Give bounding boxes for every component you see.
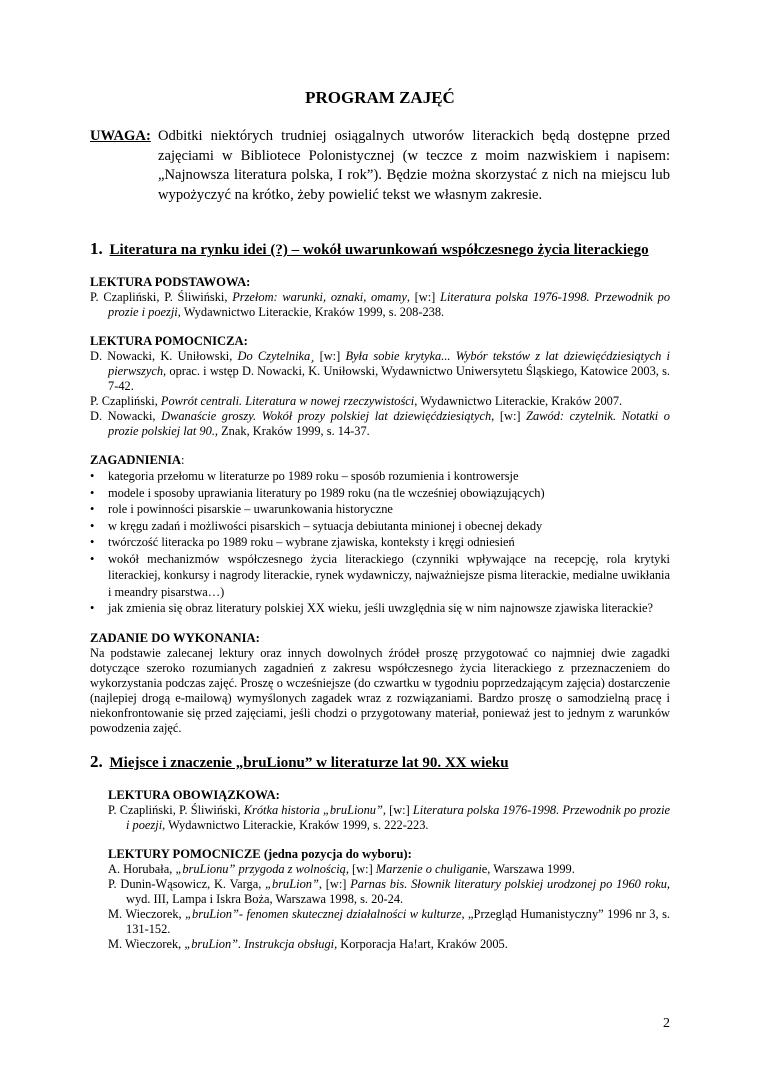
note-text: Odbitki niektórych trudniej osiągalnych utworów literackich będą dostępne przed zajęciami w Bibliotece Polonistycznej (w teczce z moim nazwiskiem i napisem: „Najnowsza literatura polska, I rok”). Będzie można skorzystać z nich na miejscu lub wypożyczyć na krótko, żeby powielić tekst we własnym zakresie. [158, 128, 670, 203]
aux-readings-label: LEKTURY POMOCNICZE (jedna pozycja do wyboru): [108, 846, 412, 861]
list-item: • w kręgu zadań i możliwości pisarskich – sytuacja debiutanta minionej i obecnej dekady [90, 518, 670, 535]
task-label: ZADANIE DO WYKONANIA: [90, 630, 260, 645]
section-1-title: Literatura na rynku idei (?) – wokół uwarunkowań współczesnego życia literackiego [109, 242, 649, 258]
list-item: • role i powinności pisarskie – uwarunkowania historyczne [90, 501, 670, 518]
list-item: • wokół mechanizmów współczesnego życia literackiego (czynniki wpływające na recepcję, rola krytyki literackiej, konkursy i nagrody literackie, rynek wydawniczy, najważniejsze pisma literackie, medialne uwikłania i meandry pisarstwa…) [90, 551, 670, 601]
bib-entry: P. Czapliński, P. Śliwiński, Przełom: warunki, oznaki, omamy, [w:] Literatura polska 1976-1998. Przewodnik po prozie i poezji, Wydawnictwo Literackie, Kraków 1999, s. 208-238. [90, 290, 671, 319]
page-title: PROGRAM ZAJĘĆ [305, 88, 455, 107]
bib-entry: P. Czapliński, Powrót centrali. Literatura w nowej rzeczywistości, Wydawnictwo Literackie, Kraków 2007. [90, 394, 623, 408]
list-item: • modele i sposoby uprawiania literatury po 1989 roku (na tle wcześniej obowiązujących) [90, 485, 670, 502]
list-item: • jak zmienia się obraz literatury polskiej XX wieku, jeśli uwzględnia się w nim najnowsze zjawiska literackie? [90, 600, 670, 617]
bib-entry: M. Wieczorek, „bruLion”- fenomen skutecznej działalności w kulturze, „Przegląd Humanistyczny” 1996 nr 3, s. 131-152. [108, 906, 670, 936]
bib-entry: M. Wieczorek, „bruLion”. Instrukcja obsługi, Korporacja Ha!art, Kraków 2005. [108, 936, 508, 951]
note [90, 127, 670, 205]
bib-entry: D. Nowacki, Dwanaście groszy. Wokół prozy polskiej lat dziewięćdziesiątych, [w:] Zawód: czytelnik. Notatki o prozie polskiej lat 90., Znak, Kraków 1999, s. 14-37. [90, 409, 670, 438]
section-2-number: 2. [90, 751, 103, 771]
section-2-heading [90, 752, 670, 772]
issues-label: ZAGADNIENIA: [90, 453, 185, 467]
section-1-number: 1. [90, 239, 103, 258]
bib-entry: P. Czapliński, P. Śliwiński, Krótka historia „bruLionu”, [w:] Literatura polska 1976-1998. Przewodnik po prozie i poezji, Wydawnictwo Literackie, Kraków 1999, s. 222-223. [108, 802, 671, 832]
bib-entry: D. Nowacki, K. Uniłowski, Do Czytelnika¸ [w:] Była sobie krytyka... Wybór tekstów z lat dziewięćdziesiątych i pierwszych, oprac. i wstęp D. Nowacki, K. Uniłowski, Wydawnictwo Uniwersytetu Śląskiego, Katowice 2003, s. 7-42. [90, 349, 670, 393]
issues-list [90, 468, 670, 617]
page-number: 2 [663, 1016, 670, 1031]
bib-entry: A. Horubała, „bruLionu” przygoda z wolnością, [w:] Marzenie o chuliganie, Warszawa 1999. [108, 861, 575, 876]
section-1-heading [90, 239, 670, 259]
aux-reading-label: LEKTURA POMOCNICZA: [90, 334, 248, 348]
note-label: UWAGA: [90, 128, 151, 144]
list-item: • twórczość literacka po 1989 roku – wybrane zjawiska, konteksty i kręgi odniesień [90, 534, 670, 551]
task-text: Na podstawie zalecanej lektury oraz innych dowolnych źródeł proszę przygotować co najmniej dwie zagadki dotyczące szeroko rozumianych zagadnień z zakresu współczesnego życia literackiego z przeznaczeniem do wykorzystania podczas zajęć. Proszę o wcześniejsze (do czwartku w tygodniu poprzedzającym zajęcia) dostarczenie (najlepiej drogą e-mailową) wymyślonych zagadek wraz z rozwiązaniami. Bardzo proszę o samodzielną pracę i niekonfrontowanie się przed zajęciami, jeśli chodzi o przygotowany materiał, ponieważ jest to jednym z warunków powodzenia zajęć. [90, 645, 670, 735]
list-item: • kategoria przełomu w literaturze po 1989 roku – sposób rozumienia i kontrowersje [90, 468, 670, 485]
document-page [90, 88, 670, 952]
bib-entry: P. Dunin-Wąsowicz, K. Varga, „bruLion”, [w:] Parnas bis. Słownik literatury polskiej urodzonej po 1960 roku, wyd. III, Lampa i Iskra Boża, Warszawa 1998, s. 20-24. [108, 876, 670, 906]
section-2-title: Miejsce i znaczenie „bruLionu” w literaturze lat 90. XX wieku [109, 754, 509, 771]
basic-reading-label: LEKTURA PODSTAWOWA: [90, 275, 251, 289]
required-reading-label: LEKTURA OBOWIĄZKOWA: [108, 787, 280, 802]
